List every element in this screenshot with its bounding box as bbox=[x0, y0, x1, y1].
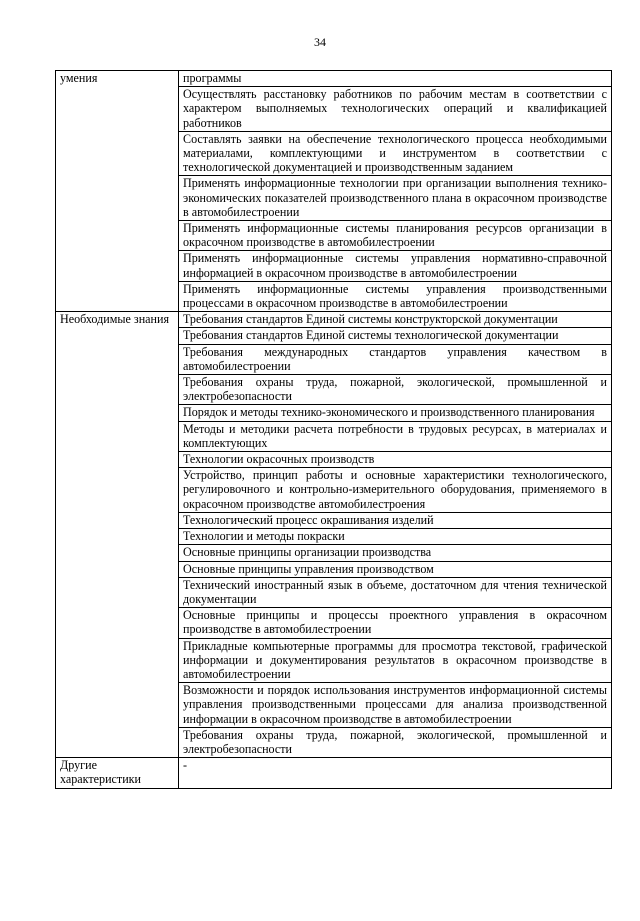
requirement-cell: Осуществлять расстановку работников по рабочим местам в соответствии с характером выполняемых технологических операций и квалификацией работников bbox=[179, 87, 612, 132]
requirement-cell: - bbox=[179, 758, 612, 788]
requirement-cell: Технологический процесс окрашивания изделий bbox=[179, 512, 612, 528]
requirement-cell: Применять информационные системы планирования ресурсов организации в окрасочном производстве в автомобилестроении bbox=[179, 221, 612, 251]
requirement-cell: Применять информационные системы управления нормативно-справочной информацией в окрасочном производстве в автомобилестроении bbox=[179, 251, 612, 281]
requirement-cell: Порядок и методы технико-экономического и производственного планирования bbox=[179, 405, 612, 421]
requirement-cell: Применять информационные технологии при организации выполнения технико-экономических показателей производственного плана в окрасочном производстве в автомобилестроении bbox=[179, 176, 612, 221]
requirement-cell: Требования охраны труда, пожарной, экологической, промышленной и электробезопасности bbox=[179, 727, 612, 757]
page-number: 34 bbox=[314, 35, 326, 49]
requirement-cell: Требования стандартов Единой системы технологической документации bbox=[179, 328, 612, 344]
requirement-cell: Требования охраны труда, пожарной, экологической, промышленной и электробезопасности bbox=[179, 375, 612, 405]
requirement-cell: Технологии окрасочных производств bbox=[179, 452, 612, 468]
requirement-cell: Требования стандартов Единой системы конструкторской документации bbox=[179, 312, 612, 328]
table-row bbox=[56, 71, 612, 87]
section-label-skills: умения bbox=[56, 71, 179, 312]
requirement-cell: Применять информационные системы управления производственными процессами в окрасочном производстве в автомобилестроении bbox=[179, 281, 612, 311]
competency-table bbox=[55, 70, 612, 789]
requirement-cell: Устройство, принцип работы и основные характеристики технологического, регулировочного и контрольно-измерительного оборудования, применяемого в окрасочном производстве автомобилестроения bbox=[179, 468, 612, 513]
requirement-cell: Технологии и методы покраски bbox=[179, 529, 612, 545]
requirement-cell: Прикладные компьютерные программы для просмотра текстовой, графической информации и документирования результатов в окрасочном производстве в автомобилестроении bbox=[179, 638, 612, 683]
section-label-other: Другие характеристики bbox=[56, 758, 179, 788]
table-row bbox=[56, 312, 612, 328]
requirement-cell: Технический иностранный язык в объеме, достаточном для чтения технической документации bbox=[179, 577, 612, 607]
requirement-cell: Требования международных стандартов управления качеством в автомобилестроении bbox=[179, 344, 612, 374]
section-label-knowledge: Необходимые знания bbox=[56, 312, 179, 758]
requirement-cell: Методы и методики расчета потребности в трудовых ресурсах, в материалах и комплектующих bbox=[179, 421, 612, 451]
requirement-cell: Основные принципы организации производства bbox=[179, 545, 612, 561]
table-body bbox=[56, 71, 612, 789]
table-row bbox=[56, 758, 612, 788]
requirement-cell: Составлять заявки на обеспечение технологического процесса необходимыми материалами, комплектующими и инструментом в соответствии с технологической документацией и производственным заданием bbox=[179, 131, 612, 176]
requirement-cell: Основные принципы и процессы проектного управления в окрасочном производстве в автомобилестроении bbox=[179, 608, 612, 638]
requirement-cell: программы bbox=[179, 71, 612, 87]
requirement-cell: Основные принципы управления производством bbox=[179, 561, 612, 577]
requirement-cell: Возможности и порядок использования инструментов информационной системы управления производственными процессами для анализа производственной информации в окрасочном производстве в автомобилестроении bbox=[179, 683, 612, 728]
